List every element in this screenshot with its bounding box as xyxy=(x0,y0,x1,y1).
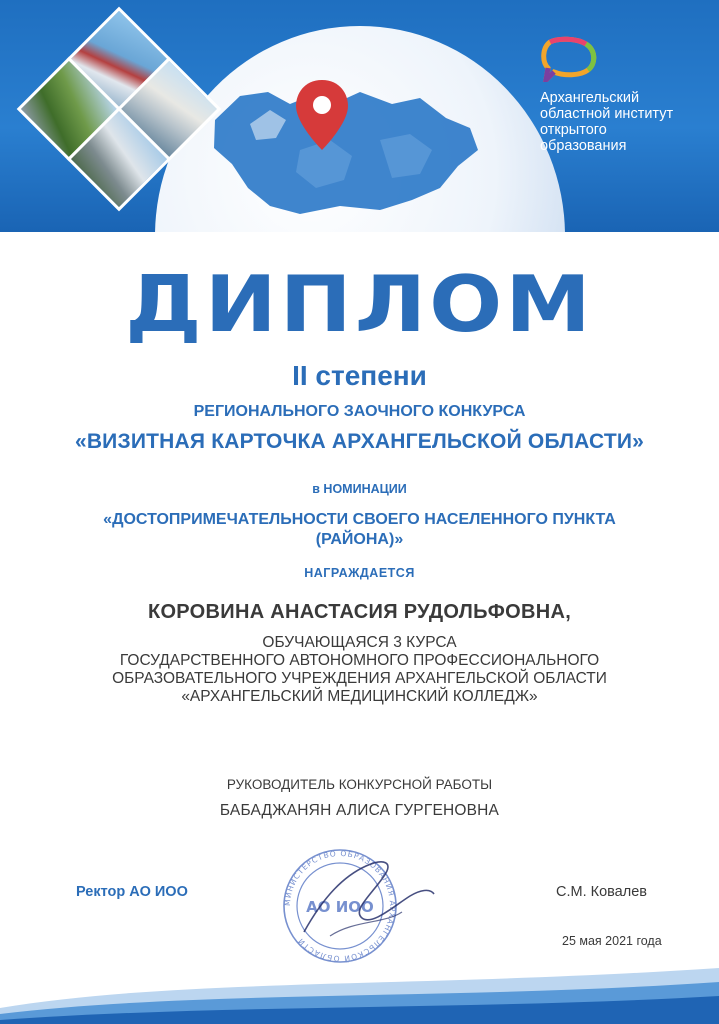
signature-icon xyxy=(304,862,434,932)
official-stamp xyxy=(234,836,444,966)
diploma-title: ДИПЛОМ xyxy=(125,260,594,350)
details-line: ОБУЧАЮЩАЯСЯ 3 КУРСА xyxy=(262,634,457,651)
rector-label: Ректор АО ИОО xyxy=(76,884,188,900)
stamp-ring-text: МИНИСТЕРСТВО ОБРАЗОВАНИЯ АРХАНГЕЛЬСКОЙ ОБЛАСТИ xyxy=(282,848,398,964)
nomination-line: «ДОСТОПРИМЕЧАТЕЛЬНОСТИ СВОЕГО НАСЕЛЕННОГО ПУНКТА xyxy=(103,511,616,528)
footer-waves xyxy=(0,968,719,1024)
diploma-degree: II степени xyxy=(292,360,427,391)
recipient-details xyxy=(0,634,719,706)
details-line: «АРХАНГЕЛЬСКИЙ МЕДИЦИНСКИЙ КОЛЛЕДЖ» xyxy=(181,688,538,705)
supervisor-label: РУКОВОДИТЕЛЬ КОНКУРСНОЙ РАБОТЫ xyxy=(226,777,493,792)
nomination-title xyxy=(0,510,719,550)
speech-bubble-logo-icon xyxy=(540,36,600,82)
contest-type: РЕГИОНАЛЬНОГО ЗАОЧНОГО КОНКУРСА xyxy=(193,403,526,420)
rector-name: С.М. Ковалев xyxy=(556,884,647,900)
institute-name xyxy=(540,90,696,154)
institute-line: областной институт xyxy=(540,106,674,122)
recipient-name: КОРОВИНА АНАСТАСИЯ РУДОЛЬФОВНА, xyxy=(147,601,572,623)
contest-name: «ВИЗИТНАЯ КАРТОЧКА АРХАНГЕЛЬСКОЙ ОБЛАСТИ» xyxy=(74,430,645,453)
institute-line: Архангельский xyxy=(540,90,640,106)
supervisor-name: БАБАДЖАНЯН АЛИСА ГУРГЕНОВНА xyxy=(219,802,500,819)
details-line: ГОСУДАРСТВЕННОГО АВТОНОМНОГО ПРОФЕССИОНАЛЬНОГО xyxy=(119,652,600,669)
institute-line: образования xyxy=(540,138,627,154)
issue-date: 25 мая 2021 года xyxy=(562,934,662,948)
header-band xyxy=(0,0,719,232)
details-line: ОБРАЗОВАТЕЛЬНОГО УЧРЕЖДЕНИЯ АРХАНГЕЛЬСКОЙ ОБЛАСТИ xyxy=(112,670,607,687)
nomination-label: в НОМИНАЦИИ xyxy=(312,482,407,496)
institute-logo xyxy=(526,36,696,154)
institute-line: открытого xyxy=(540,122,607,138)
nomination-line: (РАЙОНА)» xyxy=(315,531,404,548)
stamp-center-text: АО ИОО xyxy=(306,898,374,916)
awarded-label: НАГРАЖДАЕТСЯ xyxy=(304,566,415,580)
